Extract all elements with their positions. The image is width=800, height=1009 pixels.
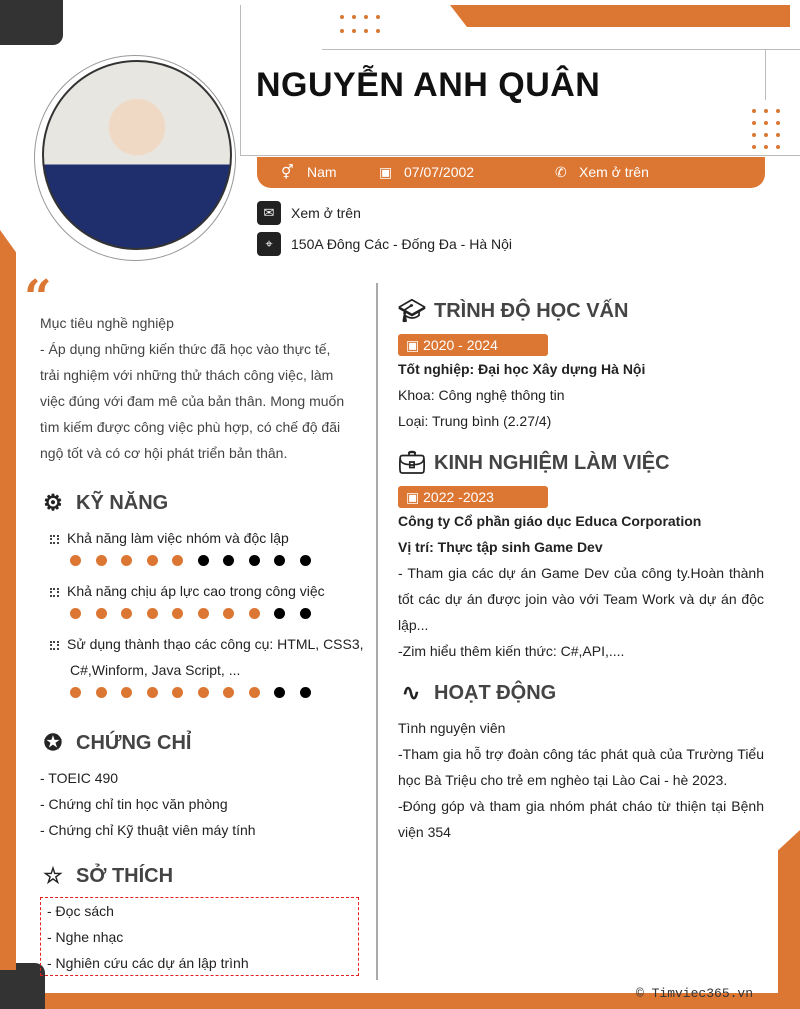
calendar-icon: ▣ bbox=[379, 164, 393, 180]
experience-company: Công ty Cổ phần giáo dục Educa Corporation bbox=[398, 513, 702, 529]
top-orange-banner bbox=[450, 5, 790, 27]
frame-line bbox=[240, 5, 241, 155]
column-divider bbox=[376, 283, 378, 980]
certificate-item: - Chứng chỉ Kỹ thuật viên máy tính bbox=[40, 822, 256, 838]
experience-desc: - Tham gia các dự án Game Dev của công ty.Hoàn thành tốt các dự án được join vào với Team Work và dự án độc lập... bbox=[398, 565, 764, 633]
rating-dot-filled bbox=[223, 687, 234, 698]
info-bar bbox=[257, 157, 765, 188]
rating-dot-empty bbox=[249, 555, 260, 566]
location-icon: ⌖ bbox=[257, 232, 281, 256]
skill-rating bbox=[70, 608, 370, 619]
rating-dot-filled bbox=[121, 608, 132, 619]
dots-decoration bbox=[340, 15, 380, 33]
experience-details bbox=[398, 508, 764, 664]
right-orange-strip bbox=[778, 830, 800, 1000]
email-row bbox=[257, 201, 361, 225]
certificates-heading: ✪ CHỨNG CHỈ bbox=[40, 730, 191, 756]
bullet-icon: ▣ bbox=[406, 337, 424, 353]
rating-dot-empty bbox=[300, 555, 311, 566]
rating-dot-empty bbox=[274, 608, 285, 619]
rating-dot-empty bbox=[223, 555, 234, 566]
rating-dot-empty bbox=[300, 687, 311, 698]
activities-heading: ∿ HOẠT ĐỘNG bbox=[398, 680, 556, 706]
hobbies-heading: ☆ SỞ THÍCH bbox=[40, 863, 173, 889]
rating-dot-filled bbox=[172, 687, 183, 698]
frame-line bbox=[322, 49, 800, 50]
education-period: ▣ 2020 - 2024 bbox=[398, 334, 548, 356]
education-school: Tốt nghiệp: Đại học Xây dựng Hà Nội bbox=[398, 361, 646, 377]
certificate-item: - TOEIC 490 bbox=[40, 770, 119, 786]
rating-dot-filled bbox=[147, 555, 158, 566]
rating-dot-filled bbox=[70, 687, 81, 698]
hobby-item: - Nghiên cứu các dự án lập trình bbox=[47, 955, 249, 971]
email-value: Xem ở trên bbox=[291, 205, 361, 221]
watermark: © Timviec365.vn bbox=[636, 986, 754, 1001]
rating-dot-filled bbox=[198, 608, 209, 619]
briefcase-icon: 💼︎ bbox=[398, 450, 426, 475]
skill-rating bbox=[70, 555, 370, 566]
address-value: 150A Đông Các - Đống Đa - Hà Nội bbox=[291, 236, 512, 252]
rating-dot-filled bbox=[198, 687, 209, 698]
skill-rating bbox=[70, 687, 380, 698]
education-grade: Loại: Trung bình (2.27/4) bbox=[398, 413, 552, 429]
experience-period: ▣ 2022 -2023 bbox=[398, 486, 548, 508]
skill-item: Khả năng chịu áp lực cao trong công việc bbox=[50, 578, 370, 619]
hobby-item: - Đọc sách bbox=[47, 903, 114, 919]
rating-dot-filled bbox=[70, 555, 81, 566]
dots-decoration bbox=[752, 109, 780, 149]
dob-value: 07/07/2002 bbox=[404, 164, 475, 180]
rating-dot-filled bbox=[96, 687, 107, 698]
rating-dot-filled bbox=[172, 608, 183, 619]
bullet-icon bbox=[50, 588, 59, 597]
experience-position: Vị trí: Thực tập sinh Game Dev bbox=[398, 539, 603, 555]
skills-heading: ⚙ KỸ NĂNG bbox=[40, 490, 168, 516]
education-heading: 🎓︎ TRÌNH ĐỘ HỌC VẤN bbox=[398, 298, 629, 323]
candidate-name: NGUYỄN ANH QUÂN bbox=[256, 66, 601, 104]
certificates-list bbox=[40, 765, 256, 843]
objective-text: - Áp dụng những kiến thức đã học vào thực tế, trải nghiệm với những thử thách công việc, làm việc đúng với đam mê của bản thân. Mong muốn tìm kiếm được công việc phù hợp, có chế độ đãi ngộ tốt và có cơ hội phát triển bản thân. bbox=[40, 341, 345, 461]
skill-item: Sử dụng thành thạo các công cụ: HTML, CSS3, C#,Winform, Java Script, ... bbox=[50, 631, 380, 698]
frame-line bbox=[240, 155, 800, 156]
graduation-cap-icon: 🎓︎ bbox=[398, 298, 426, 323]
rating-dot-filled bbox=[70, 608, 81, 619]
award-icon: ✪ bbox=[43, 730, 63, 755]
rating-dot-filled bbox=[96, 608, 107, 619]
objective bbox=[40, 310, 345, 466]
activity-item: -Đóng góp và tham gia nhóm phát cháo từ thiện tại Bệnh viện 354 bbox=[398, 798, 764, 840]
education-faculty: Khoa: Công nghệ thông tin bbox=[398, 387, 565, 403]
rating-dot-empty bbox=[274, 555, 285, 566]
experience-heading: 💼︎ KINH NGHIỆM LÀM VIỆC bbox=[398, 450, 670, 475]
rating-dot-filled bbox=[147, 608, 158, 619]
activity-item: -Tham gia hỗ trợ đoàn công tác phát quà của Trường Tiểu học Bà Triệu cho trẻ em nghèo tại Lào Cai - hè 2023. bbox=[398, 746, 764, 788]
skill-item: Khả năng làm việc nhóm và độc lập bbox=[50, 525, 370, 566]
activities-details bbox=[398, 715, 764, 845]
rating-dot-filled bbox=[147, 687, 158, 698]
phone-value: Xem ở trên bbox=[579, 164, 649, 180]
hobby-item: - Nghe nhạc bbox=[47, 929, 124, 945]
bullet-icon: ▣ bbox=[406, 489, 424, 505]
avatar bbox=[42, 60, 232, 250]
frame-line bbox=[765, 50, 766, 100]
rating-dot-filled bbox=[223, 608, 234, 619]
quote-icon: “ bbox=[24, 270, 52, 326]
rating-dot-filled bbox=[121, 687, 132, 698]
email-icon: ✉ bbox=[257, 201, 281, 225]
education-details bbox=[398, 356, 764, 434]
bullet-icon bbox=[50, 641, 59, 650]
objective-title: Mục tiêu nghề nghiệp bbox=[40, 315, 174, 331]
activity-role: Tình nguyện viên bbox=[398, 720, 506, 736]
hobbies-list bbox=[40, 897, 359, 976]
gear-icon: ⚙ bbox=[43, 490, 63, 515]
gender-icon: ⚥ bbox=[281, 164, 294, 180]
rating-dot-filled bbox=[249, 608, 260, 619]
rating-dot-filled bbox=[249, 687, 260, 698]
left-orange-strip bbox=[0, 230, 16, 970]
rating-dot-empty bbox=[300, 608, 311, 619]
gender-value: Nam bbox=[307, 164, 337, 180]
address-row bbox=[257, 232, 512, 256]
rating-dot-filled bbox=[96, 555, 107, 566]
certificate-item: - Chứng chỉ tin học văn phòng bbox=[40, 796, 228, 812]
experience-desc: -Zim hiểu thêm kiến thức: C#,API,.... bbox=[398, 643, 625, 659]
rating-dot-filled bbox=[121, 555, 132, 566]
rating-dot-empty bbox=[198, 555, 209, 566]
phone-icon: ✆ bbox=[555, 164, 567, 180]
activity-pulse-icon: ∿ bbox=[401, 680, 421, 705]
corner-dark-top bbox=[0, 0, 63, 45]
star-icon: ☆ bbox=[43, 863, 63, 888]
rating-dot-filled bbox=[172, 555, 183, 566]
bullet-icon bbox=[50, 535, 59, 544]
rating-dot-empty bbox=[274, 687, 285, 698]
